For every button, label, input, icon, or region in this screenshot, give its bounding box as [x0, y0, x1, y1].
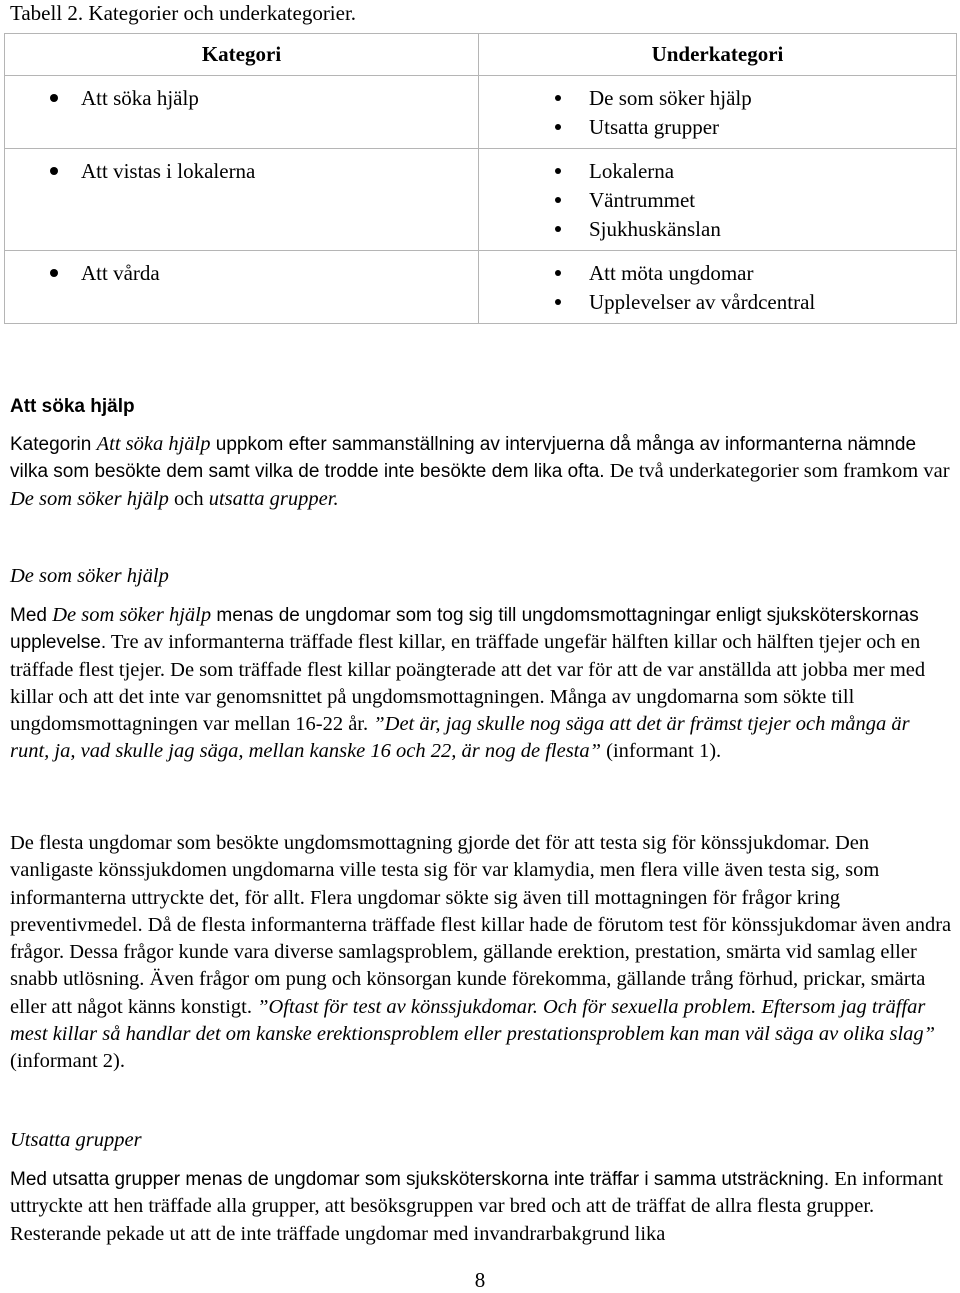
subcategory-label: Upplevelser av vårdcentral — [589, 290, 816, 314]
category-label: Att söka hjälp — [81, 86, 199, 110]
bullet-icon — [555, 95, 561, 101]
bullet-icon — [555, 124, 561, 130]
header-category: Kategori — [5, 34, 479, 76]
bullet-icon — [555, 299, 561, 305]
bullet-icon — [50, 94, 58, 102]
section-heading: Att söka hjälp — [10, 396, 135, 417]
bullet-icon — [555, 197, 561, 203]
table-row — [5, 251, 957, 324]
paragraph: Kategorin Att söka hjälp uppkom efter sammanställning av intervjuerna då många av informanterna nämnde vilka som besökte dem samt vilka de trodde inte besökte dem lika ofta. De två underkategorier som framkom var De som söker hjälp och utsatta grupper. — [10, 433, 950, 510]
category-label: Att vistas i lokalerna — [81, 159, 256, 183]
bullet-icon — [50, 269, 58, 277]
category-cell — [5, 251, 479, 324]
subcategory-label: Utsatta grupper — [589, 115, 720, 139]
paragraph: De flesta ungdomar som besökte ungdomsmottagning gjorde det för att testa sig för könssjukdomar. Den vanligaste könssjukdomen ungdomarna ville testa sig för var klamydia, men flera ville även testa sig, som informanterna uttryckte det, för allt. Flera ungdomar sökte sig även till mottagningen för frågor kring preventivmedel. Då de flesta informanterna träffade flest killar hade de förutom test för könssjukdomar även andra frågor. Dessa frågor kunde vara diverse samlagsproblem, gällande erektion, prestation, smärta vid samlag eller snabb utlösning. Även frågor om pung och könsorgan kunde förekomma, gällande trång förhud, prickar, smärta eller att något känns konstigt. ”Oftast för test av könssjukdomar. Och för sexuella problem. Eftersom jag träffar mest killar så handlar det om kanske erektionsproblem eller prestationsproblem kan man väl säga av olika slag” (informant 2). — [10, 832, 952, 1073]
paragraph: Med utsatta grupper menas de ungdomar som sjuksköterskorna inte träffar i samma utsträckning. En informant uttryckte att hen träffade alla grupper, att besöksgruppen var bred och att de träffat de allra flesta grupper. Resterande pekade ut att de inte träffade ungdomar med invandrarbakgrund lika — [10, 1168, 944, 1245]
category-cell — [5, 76, 479, 149]
table-caption: Tabell 2. Kategorier och underkategorier. — [10, 1, 357, 25]
subcategory-cell — [479, 76, 957, 149]
subcategory-label: Väntrummet — [589, 188, 696, 212]
page-number: 8 — [474, 1268, 486, 1292]
bullet-icon — [555, 270, 561, 276]
subcategory-cell — [479, 149, 957, 251]
category-label: Att vårda — [81, 261, 160, 285]
category-cell — [5, 149, 479, 251]
table-row — [5, 76, 957, 149]
paragraph: Med De som söker hjälp menas de ungdomar som tog sig till ungdomsmottagningar enligt sjuksköterskornas upplevelse. Tre av informanterna träffade flest killar, en träffade ungefär hälften killar och hälften tjejer och en träffade flest tjejer. De som träffade flest killar poängterade att det var för att de var anställda att jobba mer med killar och att det inte var genomsnittet på ungdomsmottagningen. Många av ungdomarna som sökte till ungdomsmottagningen var mellan 16-22 år. ”Det är, jag skulle nog säga att det är främst tjejer och många är runt, ja, vad skulle jag säga, mellan kanske 16 och 22, är nog de flesta” (informant 1). — [10, 604, 926, 763]
subcategory-label: Sjukhuskänslan — [589, 217, 721, 241]
bullet-icon — [50, 167, 58, 175]
subcategory-label: De som söker hjälp — [589, 86, 752, 110]
subcategory-label: Lokalerna — [589, 159, 675, 183]
subcategory-label: Att möta ungdomar — [589, 261, 754, 285]
subsection-heading: Utsatta grupper — [10, 1129, 142, 1151]
header-subcategory: Underkategori — [479, 34, 957, 76]
bullet-icon — [555, 226, 561, 232]
table-row — [5, 149, 957, 251]
category-table — [4, 33, 957, 324]
subcategory-cell — [479, 251, 957, 324]
bullet-icon — [555, 168, 561, 174]
subsection-heading: De som söker hjälp — [10, 565, 169, 587]
